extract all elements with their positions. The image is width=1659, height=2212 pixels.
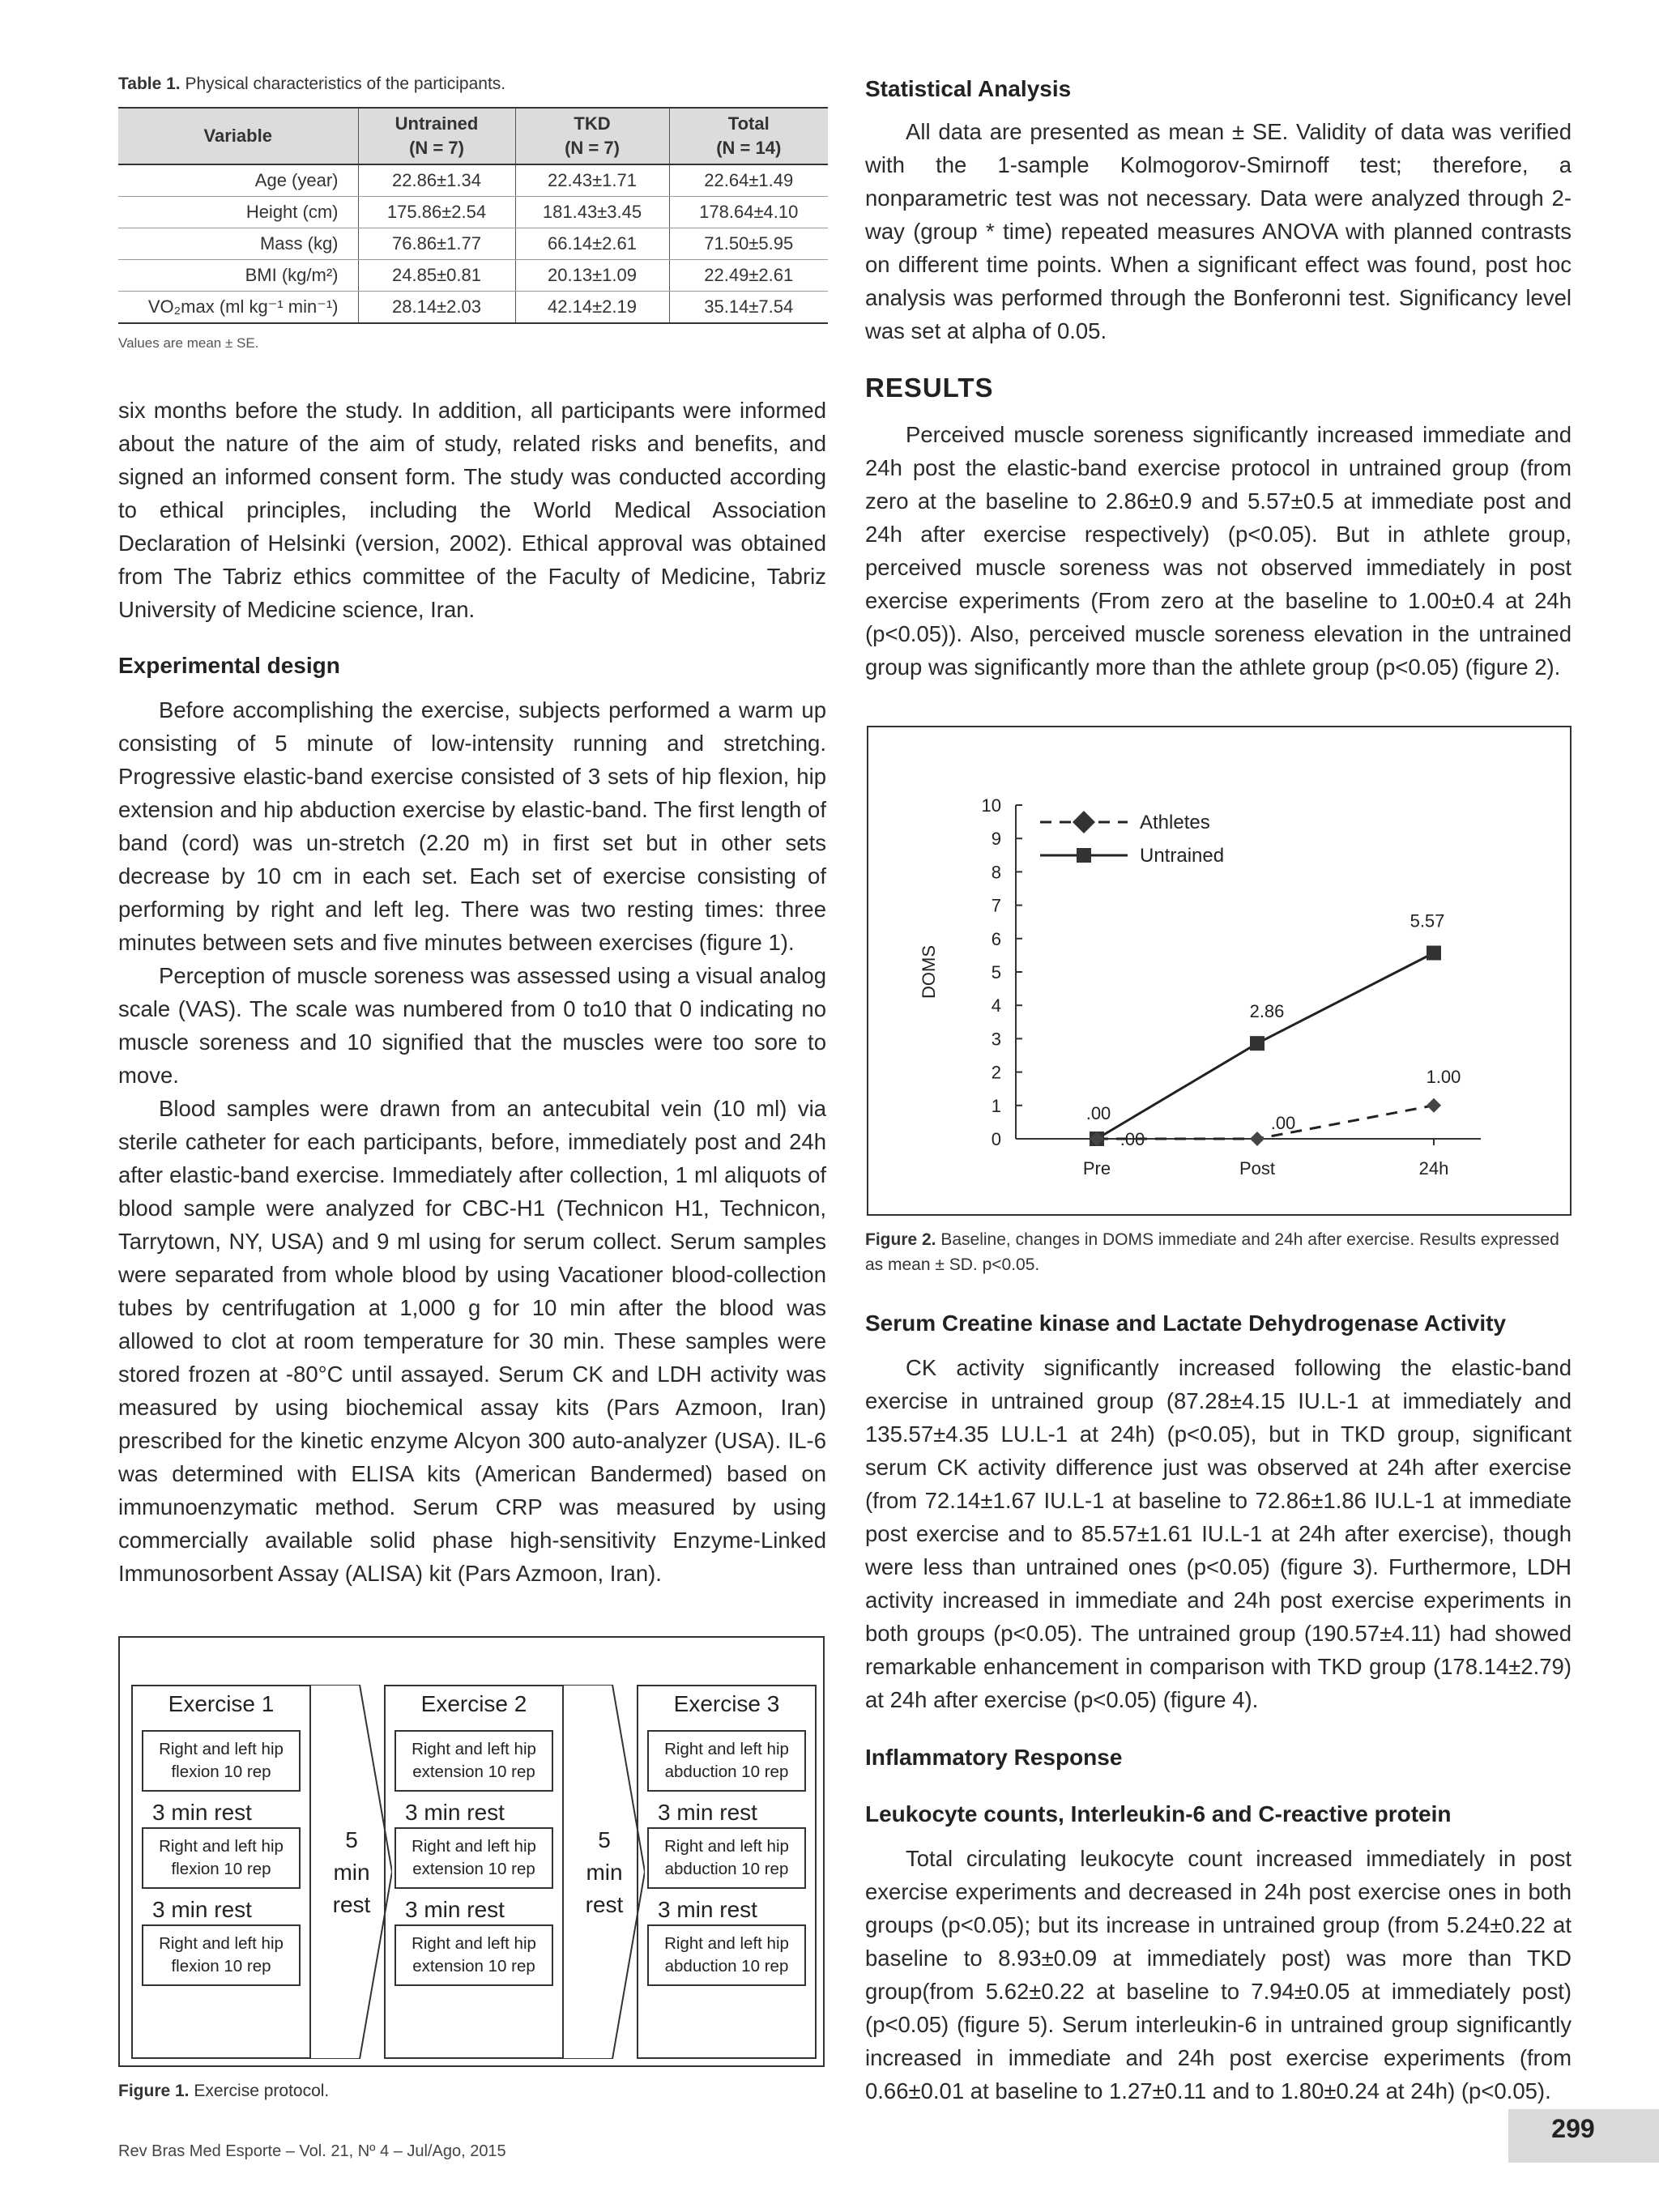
x-tick-label: Post: [1239, 1158, 1276, 1178]
y-tick-label: 7: [991, 895, 1001, 916]
exercise-rest-arrow: [311, 1685, 392, 2059]
paragraph-leukocyte: Total circulating leukocyte count increased immediately in post exercise experiments and decreased in 24h post exercise ones in both groups (p<0.05); but its increase in untrained group (from 5.24±0.22 at baseline to 8.93±0.09 at immediately post) was more than TKD group(from 5.62±0.22 at baseline to 7.94±0.05 at immediately post) (p<0.05) (figure 5). Serum interleukin-6 in untrained group significantly increased in immediate and 24h post exercise experiments (from 0.66±0.01 at baseline to 1.27±0.11 and to 1.80±0.24 at 24h) (p<0.05).: [865, 1846, 1572, 2103]
paragraph-ck-ldh: CK activity significantly increased following the elastic-band exercise in untrained group (87.28±4.15 IU.L-1 at immediately and 135.57±4.35 LU.L-1 at 24h) (p<0.05), but in TKD group, significant serum CK activity difference just was observed at 24h after exercise (from 72.14±1.67 IU.L-1 at baseline to 72.86±1.86 IU.L-1 at immediate post exercise and to 85.57±1.61 IU.L-1 at 24h after exercise), though were less than untrained ones (p<0.05) (figure 3). Furthermore, LDH activity increased in immediate and 24h post exercise experiments in both groups (p<0.05). The untrained group (190.57±4.11) had showed remarkable enhancement in comparison with TKD group (178.14±2.79) at 24h after exercise (p<0.05) (figure 4).: [865, 1355, 1572, 1712]
data-point-athletes: [1250, 1132, 1265, 1146]
physical-characteristics-table: [118, 107, 828, 324]
header-untrained: Untrained (N = 7): [358, 108, 515, 164]
figure-1-caption: Figure 1. Exercise protocol.: [118, 2082, 330, 2100]
y-axis-label: DOMS: [919, 945, 939, 999]
y-tick-label: 5: [991, 962, 1001, 982]
heading-experimental-design: Experimental design: [118, 653, 340, 678]
table-row: Age (year) 22.86±1.34 22.43±1.71 22.64±1.49: [118, 164, 828, 197]
y-tick-label: 9: [991, 829, 1001, 850]
rest-word: rest: [332, 1892, 371, 1917]
rest-word: rest: [585, 1892, 624, 1917]
set-rest: 3 min rest: [405, 1897, 505, 1922]
rest-number: 5: [345, 1827, 358, 1852]
set-rest: 3 min rest: [658, 1897, 757, 1922]
exercise-title: Exercise 2: [420, 1691, 527, 1716]
set-rest: 3 min rest: [152, 1897, 252, 1922]
figure-2-chart: [867, 726, 1572, 1216]
set-rest: 3 min rest: [405, 1800, 505, 1825]
exercise-step: Right and left hip extension 10 rep: [394, 1730, 553, 1792]
legend-marker-untrained: [1077, 848, 1091, 863]
heading-results: RESULTS: [865, 373, 994, 403]
data-point-untrained: [1250, 1036, 1265, 1051]
set-rest: 3 min rest: [152, 1800, 252, 1825]
y-tick-label: 10: [981, 795, 1001, 816]
header-tkd: TKD (N = 7): [515, 108, 669, 164]
y-tick-label: 6: [991, 928, 1001, 949]
exercise-step: Right and left hip extension 10 rep: [394, 1827, 553, 1889]
heading-statistical-analysis: Statistical Analysis: [865, 76, 1072, 101]
paragraph-vas: Perception of muscle soreness was assessed using a visual analog scale (VAS). The scale was numbered from 0 to10 that 0 indicating no muscle soreness and 10 signified that the muscles were too sore to move.: [118, 963, 826, 1088]
paragraph-exercise-protocol: Before accomplishing the exercise, subjects performed a warm up consisting of 5 minute of low-intensity running and stretching. Progressive elastic-band exercise consisted of 3 sets of hip flexion, hip extension and hip abduction exercise by elastic-band. The first length of band (cord) was un-stretch (2.20 m) in first set but in other sets decrease by 10 cm in each set. Each set of exercise consisting of performing by right and left leg. There was two resting times: three minutes between sets and five minutes between exercises (figure 1).: [118, 697, 826, 955]
legend-label-athletes: Athletes: [1140, 812, 1210, 833]
legend-label-untrained: Untrained: [1140, 845, 1225, 867]
heading-leukocyte: Leukocyte counts, Interleukin-6 and C-reactive protein: [865, 1801, 1452, 1826]
table-row: VO₂max (ml kg⁻¹ min⁻¹) 28.14±2.03 42.14±2.19 35.14±7.54: [118, 292, 828, 324]
figure-2-caption: Figure 2. Baseline, changes in DOMS immediate and 24h after exercise. Results expressed as mean ± SD. p<0.05.: [865, 1230, 1559, 1274]
series-line-athletes: [1097, 1106, 1434, 1139]
series-line-untrained: [1097, 953, 1434, 1139]
x-tick-label: Pre: [1082, 1158, 1111, 1178]
header-total: Total (N = 14): [669, 108, 828, 164]
data-label-untrained: .00: [1085, 1103, 1111, 1123]
exercise-rest-arrow: [564, 1685, 645, 2059]
heading-inflammatory-response: Inflammatory Response: [865, 1745, 1123, 1770]
exercise-2-block: [384, 1685, 564, 2059]
exercise-step: Right and left hip abduction 10 rep: [647, 1730, 806, 1792]
data-point-untrained: [1427, 946, 1441, 961]
exercise-step: Right and left hip abduction 10 rep: [647, 1924, 806, 1986]
table-row: Mass (kg) 76.86±1.77 66.14±2.61 71.50±5.95: [118, 228, 828, 260]
figure-1-exercise-protocol: [118, 1636, 825, 2067]
journal-footer: Rev Bras Med Esporte – Vol. 21, Nº 4 – Jul/Ago, 2015: [118, 2142, 506, 2160]
y-tick-label: 1: [991, 1095, 1001, 1116]
data-label-athletes: 1.00: [1426, 1066, 1461, 1087]
legend-marker-athletes: [1073, 811, 1095, 833]
page-number: 299: [1551, 2114, 1595, 2143]
doms-line-chart: [868, 727, 1570, 1214]
data-point-athletes: [1427, 1098, 1441, 1113]
exercise-title: Exercise 1: [168, 1691, 275, 1716]
exercise-title: Exercise 3: [673, 1691, 780, 1716]
paragraph-results-doms: Perceived muscle soreness significantly increased immediate and 24h post the elastic-band exercise protocol in untrained group (from zero at the baseline to 2.86±0.9 and 5.57±0.5 at immediate post and 24h after exercise respectively) (p<0.05). But in athlete group, perceived muscle soreness was not observed immediately in post exercise experiments (From zero at the baseline to 1.00±0.4 at 24h (p<0.05)). Also, perceived muscle soreness elevation in the untrained group was significantly more than the athlete group (p<0.05) (figure 2).: [865, 422, 1572, 680]
y-tick-label: 3: [991, 1029, 1001, 1050]
data-label-athletes: .00: [1120, 1129, 1145, 1149]
y-tick-label: 4: [991, 995, 1001, 1016]
paragraph-ethics: six months before the study. In addition, all participants were informed about the nature of the aim of study, related risks and benefits, and signed an informed consent form. The study was conducted according to ethical principles, including the World Medical Association Declaration of Helsinki (version, 2002). Ethical approval was obtained from The Tabriz ethics committee of the Faculty of Medicine, Tabriz University of Medicine science, Iran.: [118, 398, 826, 622]
table-caption: Table 1. Physical characteristics of the participants.: [118, 75, 506, 93]
exercise-step: Right and left hip flexion 10 rep: [142, 1730, 301, 1792]
table-row: BMI (kg/m²) 24.85±0.81 20.13±1.09 22.49±2.61: [118, 260, 828, 292]
paragraph-statistics: All data are presented as mean ± SE. Validity of data was verified with the 1-sample Kolmogorov-Smirnoff test; therefore, a nonparametric test was not necessary. Data were analyzed through 2-way (group * time) repeated measures ANOVA with planned contrasts on different time points. When a significant effect was found, post hoc analysis was performed through the Bonferonni test. Significancy level was set at alpha of 0.05.: [865, 119, 1572, 343]
exercise-step: Right and left hip flexion 10 rep: [142, 1924, 301, 1986]
table-note: Values are mean ± SE.: [118, 335, 259, 351]
rest-unit: min: [586, 1860, 623, 1885]
exercise-step: Right and left hip flexion 10 rep: [142, 1827, 301, 1889]
exercise-1-block: [131, 1685, 311, 2059]
table-row: Height (cm) 175.86±2.54 181.43±3.45 178.64±4.10: [118, 197, 828, 228]
rest-number: 5: [598, 1827, 611, 1852]
y-tick-label: 0: [991, 1129, 1001, 1149]
set-rest: 3 min rest: [658, 1800, 757, 1825]
heading-ck-ldh: Serum Creatine kinase and Lactate Dehydrogenase Activity: [865, 1311, 1507, 1336]
data-label-athletes: .00: [1270, 1113, 1296, 1133]
y-tick-label: 2: [991, 1062, 1001, 1083]
data-label-untrained: 5.57: [1410, 910, 1445, 931]
exercise-step: Right and left hip abduction 10 rep: [647, 1827, 806, 1889]
paragraph-blood-samples: Blood samples were drawn from an antecubital vein (10 ml) via sterile catheter for each participants, before, immediately post and 24h after elastic-band exercise. Immediately after collection, 1 ml aliquots of blood sample were analyzed for CBC-H1 (Technicon H1, Technicon, Tarrytown, NY, USA) and 9 ml using for serum collect. Serum samples were separated from whole blood by using Vacationer blood-collection tubes by centrifugation at 1,000 g for 10 min after the blood was allowed to clot at room temperature for 30 min. These samples were stored frozen at -80°C until assayed. Serum CK and LDH activity was measured by using biochemical assay kits (Pars Azmoon, Iran) prescribed for the kinetic enzyme Alcyon 300 auto-analyzer (USA). IL-6 was determined with ELISA kits (American Bandermed) based on immunoenzymatic method. Serum CRP was measured by using commercially available solid phase high-sensitivity Enzyme-Linked Immunosorbent Assay (ALISA) kit (Pars Azmoon, Iran).: [118, 1096, 826, 1586]
x-tick-label: 24h: [1418, 1158, 1449, 1178]
y-tick-label: 8: [991, 862, 1001, 883]
exercise-step: Right and left hip extension 10 rep: [394, 1924, 553, 1986]
header-variable: Variable: [118, 108, 358, 164]
exercise-3-block: [637, 1685, 817, 2059]
rest-unit: min: [333, 1860, 370, 1885]
table-header-row: [118, 108, 828, 164]
data-label-untrained: 2.86: [1249, 1001, 1285, 1022]
